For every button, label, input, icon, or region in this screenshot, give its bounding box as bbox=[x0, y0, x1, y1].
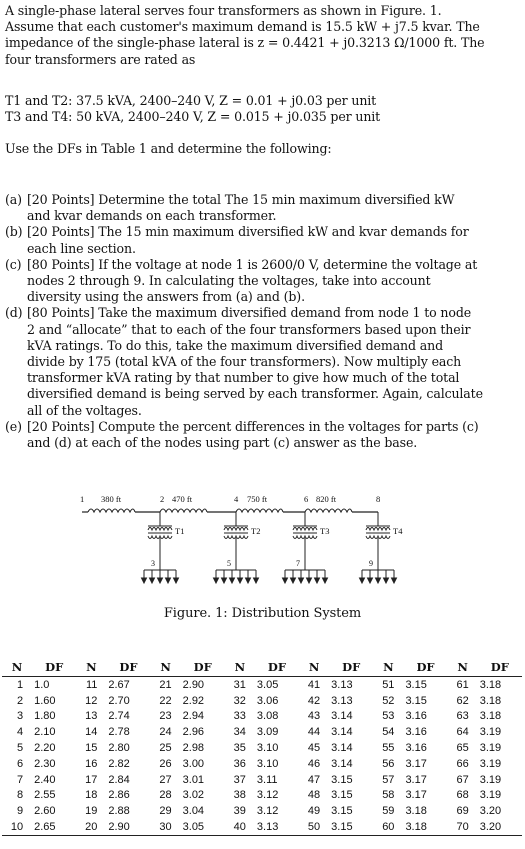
table-cell-df: 3.05 bbox=[256, 678, 279, 691]
table-cell-n: 33 bbox=[233, 710, 246, 723]
table-cell-n: 67 bbox=[456, 773, 469, 786]
table-cell-n: 27 bbox=[159, 773, 172, 786]
spec-line-t3-t4: T3 and T4: 50 kVA, 2400–240 V, Z = 0.015 + j0.035 per unit bbox=[5, 109, 381, 125]
transformer-label: T2 bbox=[251, 526, 261, 536]
part-line: diversity using the answers from (a) and (b). bbox=[27, 289, 305, 305]
table-cell-df: 2.74 bbox=[108, 710, 130, 723]
table-cell-n: 3 bbox=[16, 710, 24, 723]
distribution-system-diagram bbox=[60, 490, 460, 600]
table-header-cell: N bbox=[299, 657, 329, 677]
table-cell-df: 3.19 bbox=[479, 742, 502, 755]
table-cell-n: 59 bbox=[382, 805, 395, 818]
table-cell-df: 3.17 bbox=[405, 789, 427, 802]
part-c bbox=[5, 257, 519, 306]
table-cell-df: 3.13 bbox=[331, 694, 353, 707]
table-cell-n: 30 bbox=[151, 819, 181, 835]
table-cell-n: 10 bbox=[2, 819, 32, 835]
table-header-cell: DF bbox=[255, 657, 299, 677]
part-line: and kvar demands on each transformer. bbox=[27, 208, 277, 224]
table-row bbox=[2, 709, 522, 725]
table-row bbox=[2, 788, 522, 804]
table-cell-n: 24 bbox=[159, 726, 172, 739]
table-row bbox=[2, 819, 522, 835]
table-cell-n: 19 bbox=[85, 805, 98, 818]
table-cell-df: 2.90 bbox=[182, 678, 205, 691]
tap-node-label: 7 bbox=[296, 559, 300, 568]
question-parts bbox=[5, 192, 519, 451]
table-cell-df: 3.04 bbox=[182, 805, 205, 818]
table-cell-n: 69 bbox=[456, 805, 469, 818]
part-a bbox=[5, 192, 519, 224]
line-segment-4-6-inductor bbox=[236, 509, 283, 512]
part-label: (e) bbox=[5, 418, 22, 434]
part-line: each line section. bbox=[27, 240, 136, 256]
table-cell-n: 14 bbox=[85, 726, 98, 739]
table-cell-n: 22 bbox=[159, 694, 172, 707]
part-label: (d) bbox=[5, 305, 23, 321]
table-cell-n: 31 bbox=[233, 678, 246, 691]
part-label: (c) bbox=[5, 256, 22, 272]
transformer-label: T4 bbox=[393, 526, 403, 536]
table-cell-n: 45 bbox=[307, 742, 321, 755]
transformer-label: T3 bbox=[320, 526, 330, 536]
segment-length: 470 ft bbox=[172, 494, 193, 504]
table-cell-df: 2.70 bbox=[108, 694, 130, 707]
table-cell-df: 2.92 bbox=[182, 694, 205, 707]
part-e bbox=[5, 419, 519, 451]
segment-length: 820 ft bbox=[316, 494, 337, 504]
part-line: diversified demand is being served by each transformer. Again, calculate bbox=[27, 386, 483, 402]
table-cell-df: 3.10 bbox=[256, 742, 279, 755]
table-cell-df: 2.86 bbox=[108, 789, 130, 802]
table-header-row bbox=[2, 657, 522, 677]
table-cell-n: 18 bbox=[85, 789, 98, 802]
table-row bbox=[2, 677, 522, 693]
table-cell-n: 55 bbox=[382, 742, 395, 755]
table-cell-df: 3.15 bbox=[329, 819, 373, 835]
table-cell-df: 2.82 bbox=[108, 757, 130, 770]
table-cell-df: 3.01 bbox=[182, 773, 205, 786]
load-arrow-head bbox=[142, 578, 147, 583]
load-arrow-head bbox=[307, 578, 312, 583]
table-cell-df: 2.88 bbox=[108, 805, 130, 818]
table-cell-n: 38 bbox=[233, 789, 246, 802]
table-body bbox=[2, 677, 522, 836]
table-cell-df: 2.84 bbox=[108, 773, 130, 786]
table-cell-df: 3.15 bbox=[331, 805, 353, 818]
part-line: [80 Points] Take the maximum diversified demand from node 1 to node bbox=[27, 305, 472, 321]
line-segment-1-2-inductor bbox=[88, 509, 135, 512]
table-cell-df: 3.16 bbox=[405, 726, 427, 739]
transformer-2-primary bbox=[224, 528, 248, 531]
part-line: nodes 2 through 9. In calculating the voltages, take into account bbox=[27, 273, 431, 289]
tap-node-label: 5 bbox=[227, 559, 231, 568]
table-header-cell: N bbox=[2, 657, 32, 677]
table-header-cell: DF bbox=[32, 657, 76, 677]
intro-line: A single-phase lateral serves four transformers as shown in Figure. 1. bbox=[5, 3, 442, 18]
table-cell-df: 1.0 bbox=[34, 678, 50, 691]
table-cell-df: 3.14 bbox=[331, 757, 353, 770]
table-cell-n: 25 bbox=[159, 742, 172, 755]
segment-length: 750 ft bbox=[247, 494, 268, 504]
table-cell-df: 2.80 bbox=[108, 742, 130, 755]
table-cell-n: 54 bbox=[382, 726, 395, 739]
load-arrow-head bbox=[360, 578, 365, 583]
table-cell-n: 32 bbox=[233, 694, 246, 707]
table-cell-df: 3.11 bbox=[256, 773, 278, 786]
node-label: 6 bbox=[304, 494, 309, 504]
part-line: all of the voltages. bbox=[27, 402, 142, 418]
table-cell-df: 3.10 bbox=[256, 757, 279, 770]
node-label: 8 bbox=[376, 494, 381, 504]
table-cell-df: 2.90 bbox=[106, 819, 150, 835]
table-cell-df: 3.15 bbox=[405, 678, 427, 691]
table-cell-df: 3.16 bbox=[405, 742, 427, 755]
table-cell-n: 48 bbox=[307, 789, 321, 802]
table-cell-n: 66 bbox=[456, 757, 469, 770]
transformer-3-primary bbox=[293, 528, 317, 531]
part-line: [80 Points] If the voltage at node 1 is 2600/0 V, determine the voltage at bbox=[27, 256, 478, 272]
part-b bbox=[5, 224, 519, 256]
table-cell-df: 3.15 bbox=[331, 773, 353, 786]
table-cell-n: 47 bbox=[307, 773, 321, 786]
table-cell-df: 2.40 bbox=[34, 773, 56, 786]
node-label: 4 bbox=[234, 494, 239, 504]
table-cell-n: 11 bbox=[85, 678, 98, 691]
table-cell-n: 37 bbox=[233, 773, 246, 786]
load-arrow-head bbox=[315, 578, 320, 583]
table-cell-n: 28 bbox=[159, 789, 172, 802]
table-header-cell: N bbox=[373, 657, 403, 677]
part-label: (a) bbox=[5, 192, 22, 207]
load-arrow-head bbox=[150, 578, 155, 583]
load-arrow-head bbox=[222, 578, 227, 583]
table-cell-n: 35 bbox=[233, 742, 246, 755]
table-row bbox=[2, 772, 522, 788]
table-cell-n: 49 bbox=[307, 805, 321, 818]
part-line: [20 Points] Compute the percent differences in the voltages for parts (c) bbox=[27, 418, 479, 434]
table-header-cell: N bbox=[76, 657, 106, 677]
line-segment-6-8-inductor bbox=[305, 509, 352, 512]
table-cell-df: 2.94 bbox=[182, 710, 205, 723]
table-cell-n: 9 bbox=[16, 805, 24, 818]
intro-line: Assume that each customer's maximum demand is 15.5 kW + j7.5 kvar. The bbox=[5, 19, 480, 35]
table-cell-n: 58 bbox=[382, 789, 395, 802]
table-cell-df: 3.13 bbox=[255, 819, 299, 835]
part-line: divide by 175 (total kVA of the four transformers). Now multiply each bbox=[27, 354, 462, 370]
intro-line: impedance of the single-phase lateral is z = 0.4421 + j0.3213 Ω/1000 ft. The bbox=[5, 35, 485, 51]
table-cell-df: 3.14 bbox=[331, 710, 353, 723]
node-label: 1 bbox=[80, 494, 85, 504]
intro-line: four transformers are rated as bbox=[5, 51, 196, 67]
table-cell-df: 2.78 bbox=[108, 726, 130, 739]
transformer-4-primary bbox=[366, 528, 390, 531]
table-cell-df: 2.20 bbox=[34, 742, 56, 755]
tap-node-label: 3 bbox=[151, 559, 155, 568]
table-cell-df: 3.15 bbox=[331, 789, 353, 802]
table-cell-n: 43 bbox=[307, 710, 321, 723]
instruction-text: Use the DFs in Table 1 and determine the following: bbox=[5, 141, 332, 156]
table-cell-df: 3.19 bbox=[479, 789, 502, 802]
table-row bbox=[2, 693, 522, 709]
load-arrow-head bbox=[254, 578, 259, 583]
table-cell-n: 40 bbox=[225, 819, 255, 835]
table-cell-n: 6 bbox=[16, 757, 24, 770]
table-cell-df: 3.18 bbox=[479, 710, 502, 723]
table-cell-df: 2.67 bbox=[108, 678, 130, 691]
table-cell-n: 60 bbox=[373, 819, 403, 835]
load-arrow-head bbox=[392, 578, 397, 583]
line-segment-2-4-inductor bbox=[160, 509, 207, 512]
table-cell-n: 41 bbox=[307, 678, 321, 691]
table-cell-df: 3.18 bbox=[403, 819, 447, 835]
load-arrow-head bbox=[376, 578, 381, 583]
load-arrow-head bbox=[368, 578, 373, 583]
table-cell-n: 68 bbox=[456, 789, 469, 802]
table-cell-df: 3.00 bbox=[182, 757, 205, 770]
table-cell-df: 2.65 bbox=[32, 819, 76, 835]
table-cell-n: 52 bbox=[382, 694, 395, 707]
load-arrow-head bbox=[246, 578, 251, 583]
table-header-cell: DF bbox=[478, 657, 522, 677]
table-cell-df: 3.20 bbox=[478, 819, 522, 835]
table-cell-n: 44 bbox=[307, 726, 321, 739]
load-arrow-head bbox=[299, 578, 304, 583]
part-line: [20 Points] The 15 min maximum diversified kW and kvar demands for bbox=[27, 224, 469, 240]
transformer-label: T1 bbox=[175, 526, 185, 536]
table-cell-n: 34 bbox=[233, 726, 246, 739]
table-cell-n: 62 bbox=[456, 694, 469, 707]
table-cell-df: 3.13 bbox=[331, 678, 353, 691]
table-cell-df: 3.15 bbox=[405, 694, 427, 707]
table-cell-df: 3.06 bbox=[256, 694, 279, 707]
table-cell-n: 17 bbox=[85, 773, 98, 786]
part-line: 2 and “allocate” that to each of the four transformers based upon their bbox=[27, 321, 471, 337]
table-cell-n: 36 bbox=[233, 757, 246, 770]
table-cell-n: 70 bbox=[448, 819, 478, 835]
table-cell-df: 3.19 bbox=[479, 726, 502, 739]
table-cell-df: 3.17 bbox=[405, 757, 427, 770]
table-cell-n: 2 bbox=[16, 694, 24, 707]
table-cell-n: 39 bbox=[233, 805, 246, 818]
table-cell-n: 23 bbox=[159, 710, 172, 723]
table-row bbox=[2, 724, 522, 740]
table-cell-n: 65 bbox=[456, 742, 469, 755]
table-row bbox=[2, 756, 522, 772]
table-cell-n: 51 bbox=[382, 678, 395, 691]
table-cell-n: 64 bbox=[456, 726, 469, 739]
part-line: and (d) at each of the nodes using part (c) answer as the base. bbox=[27, 435, 418, 451]
load-arrow-head bbox=[323, 578, 328, 583]
load-arrow-head bbox=[384, 578, 389, 583]
table-cell-df: 3.12 bbox=[256, 789, 279, 802]
part-d bbox=[5, 305, 519, 418]
table-header-cell: DF bbox=[403, 657, 447, 677]
table-header-cell: DF bbox=[329, 657, 373, 677]
table-cell-df: 2.60 bbox=[34, 805, 56, 818]
diversity-factor-table bbox=[2, 657, 522, 836]
table-cell-df: 3.16 bbox=[405, 710, 427, 723]
table-cell-n: 53 bbox=[382, 710, 395, 723]
table-cell-n: 7 bbox=[16, 773, 24, 786]
table-cell-df: 3.09 bbox=[256, 726, 279, 739]
table-cell-df: 2.96 bbox=[182, 726, 205, 739]
table-header-cell: N bbox=[151, 657, 181, 677]
table-cell-n: 26 bbox=[159, 757, 172, 770]
table-cell-n: 42 bbox=[307, 694, 321, 707]
table-cell-n: 16 bbox=[85, 757, 98, 770]
table-cell-df: 3.20 bbox=[479, 805, 502, 818]
table-row bbox=[2, 740, 522, 756]
spec-line-t1-t2: T1 and T2: 37.5 kVA, 2400–240 V, Z = 0.01 + j0.03 per unit bbox=[5, 93, 377, 108]
table-header-cell: N bbox=[448, 657, 478, 677]
table-cell-df: 3.18 bbox=[479, 678, 502, 691]
part-label: (b) bbox=[5, 224, 23, 240]
table-row bbox=[2, 803, 522, 819]
table-cell-n: 63 bbox=[456, 710, 469, 723]
table-cell-df: 3.14 bbox=[331, 742, 353, 755]
segment-length: 380 ft bbox=[101, 494, 122, 504]
table-cell-n: 29 bbox=[159, 805, 172, 818]
table-cell-n: 4 bbox=[16, 726, 24, 739]
load-arrow-head bbox=[174, 578, 179, 583]
table-cell-df: 2.55 bbox=[34, 789, 56, 802]
load-arrow-head bbox=[166, 578, 171, 583]
node-label: 2 bbox=[160, 494, 165, 504]
table-cell-df: 1.80 bbox=[34, 710, 56, 723]
transformer-specs bbox=[5, 93, 519, 125]
table-cell-n: 20 bbox=[76, 819, 106, 835]
load-arrow-head bbox=[238, 578, 243, 583]
table-cell-df: 3.18 bbox=[405, 805, 427, 818]
table-cell-n: 8 bbox=[16, 789, 24, 802]
table-cell-df: 3.19 bbox=[479, 773, 502, 786]
load-arrow-head bbox=[291, 578, 296, 583]
table-cell-df: 2.98 bbox=[182, 742, 205, 755]
figure-caption: Figure. 1: Distribution System bbox=[163, 606, 362, 621]
table-cell-n: 1 bbox=[16, 678, 24, 691]
tap-node-label: 9 bbox=[369, 559, 373, 568]
table-cell-df: 3.02 bbox=[182, 789, 205, 802]
table-cell-df: 3.18 bbox=[479, 694, 502, 707]
table-cell-n: 13 bbox=[85, 710, 98, 723]
part-line: [20 Points] Determine the total The 15 min maximum diversified kW bbox=[27, 192, 455, 207]
table-header-cell: N bbox=[225, 657, 255, 677]
table-cell-df: 3.08 bbox=[256, 710, 279, 723]
table-cell-n: 57 bbox=[382, 773, 395, 786]
table-cell-n: 50 bbox=[299, 819, 329, 835]
table-cell-n: 46 bbox=[307, 757, 321, 770]
load-arrow-head bbox=[230, 578, 235, 583]
load-arrow-head bbox=[214, 578, 219, 583]
table-cell-df: 3.05 bbox=[181, 819, 225, 835]
table-cell-n: 12 bbox=[85, 694, 98, 707]
table-header-cell: DF bbox=[181, 657, 225, 677]
table-cell-df: 3.12 bbox=[256, 805, 279, 818]
load-arrow-head bbox=[283, 578, 288, 583]
table-cell-n: 21 bbox=[159, 678, 172, 691]
table-header-cell: DF bbox=[106, 657, 150, 677]
part-line: transformer kVA rating by that number to give how much of the total bbox=[27, 370, 460, 386]
table-cell-n: 61 bbox=[456, 678, 469, 691]
transformer-1-primary bbox=[148, 528, 172, 531]
problem-intro bbox=[5, 3, 519, 68]
table-cell-df: 2.30 bbox=[34, 757, 56, 770]
table-cell-df: 3.19 bbox=[479, 757, 502, 770]
table-cell-n: 56 bbox=[382, 757, 395, 770]
table-cell-df: 2.10 bbox=[34, 726, 56, 739]
table-cell-n: 5 bbox=[16, 742, 24, 755]
part-line: kVA ratings. To do this, take the maximum diversified demand and bbox=[27, 337, 444, 353]
table-cell-df: 3.17 bbox=[405, 773, 427, 786]
table-cell-df: 3.14 bbox=[331, 726, 353, 739]
table-cell-n: 15 bbox=[85, 742, 98, 755]
table-cell-df: 1.60 bbox=[34, 694, 56, 707]
load-arrow-head bbox=[158, 578, 163, 583]
